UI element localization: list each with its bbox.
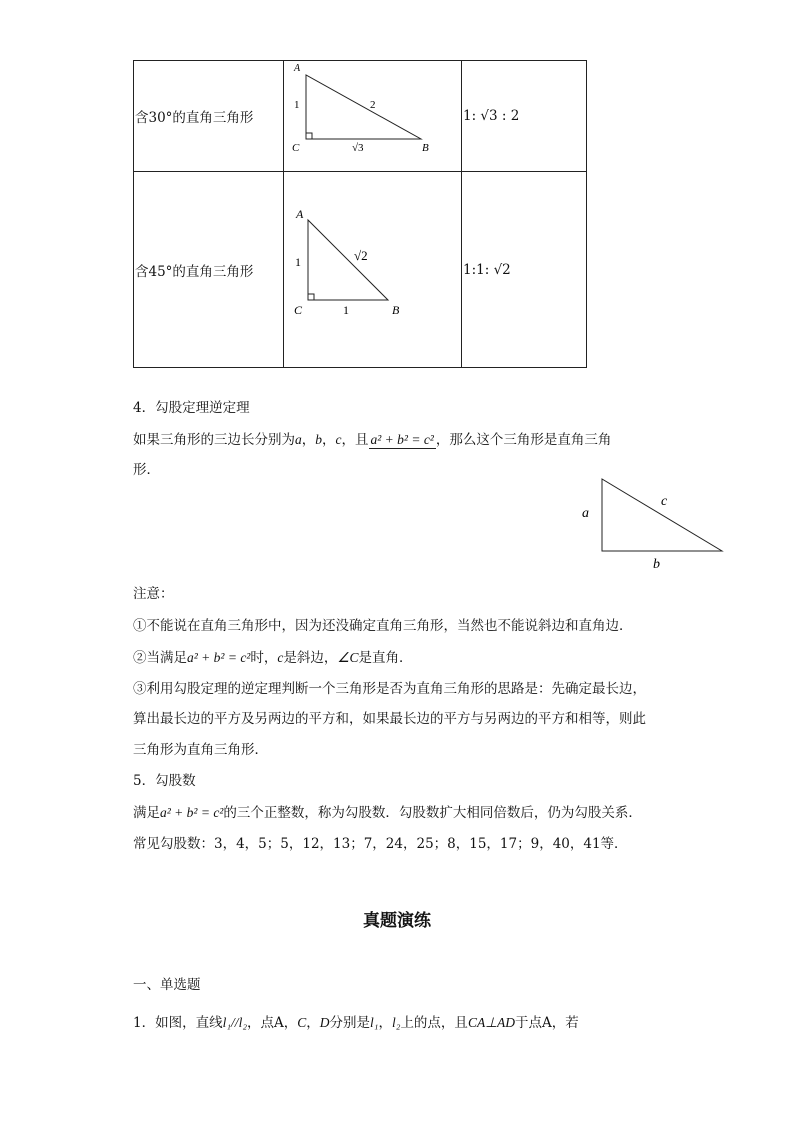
note-3-line2: 算出最长边的平方及另两边的平方和，如果最长边的平方与另两边的平方和相等，则此 <box>133 711 646 727</box>
page-heading: 真题演练 <box>363 911 431 931</box>
side-c-label: c <box>661 494 668 509</box>
separator: ， <box>306 1015 320 1031</box>
side-ab-label: √2 <box>354 248 368 263</box>
side-cb-label: √3 <box>352 142 364 154</box>
line-l2: l₂ <box>391 1015 401 1030</box>
row-label: 含45°的直角三角形 <box>135 263 254 280</box>
side-cb-label: 1 <box>343 303 349 317</box>
question-1 <box>133 1013 579 1033</box>
special-triangles-table <box>133 60 587 368</box>
var-a: a <box>295 432 302 447</box>
pythagorean-formula: a² + b² = c² <box>160 805 224 820</box>
statement-text: ，那么这个三角形是直角三角 <box>435 432 612 448</box>
var-b: b <box>315 432 322 447</box>
note-text: 时， <box>250 650 278 666</box>
section4-statement <box>133 430 611 450</box>
row-label: 含30°的直角三角形 <box>135 110 254 126</box>
vertex-a-label: A <box>296 207 304 221</box>
triangle-30-shape <box>306 75 421 139</box>
vertex-c-label: C <box>294 303 303 317</box>
notes-title: 注意： <box>133 586 174 602</box>
var-c: c <box>335 432 342 447</box>
figure-cell <box>284 61 462 172</box>
section4-title: 4．勾股定理逆定理 <box>133 400 250 416</box>
note-text: ②当满足 <box>133 650 187 666</box>
line-l1: l₁ <box>370 1015 379 1030</box>
right-angle-mark <box>308 294 314 300</box>
statement-text: ，且 <box>341 432 369 448</box>
vertex-a-label: A <box>294 63 301 74</box>
side-a-label: a <box>582 506 589 521</box>
section5-title: 5．勾股数 <box>133 773 196 789</box>
separator: ， <box>378 1015 392 1031</box>
note-text: 是直角． <box>358 650 413 666</box>
table-row <box>134 61 587 172</box>
angle-c: ∠C <box>337 650 359 665</box>
perpendicular-relation: CA⊥AD <box>467 1015 515 1030</box>
ratio-value: 1: √3 : 2 <box>463 108 520 124</box>
right-angle-mark <box>306 133 312 139</box>
side-ac-label: 1 <box>295 255 301 269</box>
separator: ， <box>301 432 316 448</box>
var-c: c <box>277 650 284 665</box>
table-row <box>134 172 587 368</box>
note-3-line1: ③利用勾股定理的逆定理判断一个三角形是否为直角三角形的思路是：先确定最长边， <box>133 681 646 697</box>
section5-text: 满足 <box>133 805 160 821</box>
section4-statement-cont: 形． <box>133 462 160 478</box>
point-d: D <box>319 1015 330 1030</box>
row-label-cell <box>134 172 284 368</box>
line-l1: l₁ <box>222 1015 232 1030</box>
question-text: 1．如图，直线 <box>133 1015 223 1031</box>
note-3-line3: 三角形为直角三角形． <box>133 742 268 758</box>
section5-line2: 常见勾股数：3，4，5；5，12，13；7，24，25；8，15，17；9，40，41等． <box>133 836 628 852</box>
note-text: 是斜边， <box>283 650 338 666</box>
ratio-cell <box>462 61 587 172</box>
ratio-cell <box>462 172 587 368</box>
triangle-shape <box>602 479 722 551</box>
figure-cell <box>284 172 462 368</box>
question-type: 一、单选题 <box>133 977 201 993</box>
parallel-symbol: // <box>231 1015 239 1030</box>
side-ab-label: 2 <box>370 99 376 111</box>
triangle-45-figure <box>284 172 461 363</box>
question-text: 于点A，若 <box>514 1015 579 1031</box>
pythagorean-formula: a² + b² = c² <box>370 432 434 447</box>
line-l2: l₂ <box>238 1015 248 1030</box>
note-2 <box>133 648 412 668</box>
separator: ， <box>322 432 336 448</box>
question-text: 分别是 <box>329 1015 371 1031</box>
vertex-c-label: C <box>292 142 300 154</box>
ratio-value: 1:1: √2 <box>463 261 511 278</box>
vertex-b-label: B <box>422 142 429 154</box>
section5-line1 <box>133 803 642 823</box>
question-text: ，点A， <box>247 1015 298 1031</box>
pythagorean-formula: a² + b² = c² <box>187 650 251 665</box>
note-1: ①不能说在直角三角形中，因为还没确定直角三角形，当然也不能说斜边和直角边． <box>133 618 633 634</box>
question-text: 上的点，且 <box>400 1015 468 1031</box>
section5-text: 的三个正整数，称为勾股数．勾股数扩大相同倍数后，仍为勾股关系． <box>223 805 642 821</box>
side-b-label: b <box>653 557 660 572</box>
row-label-cell <box>134 61 284 172</box>
triangle-30-figure <box>284 61 461 167</box>
triangle-45-shape <box>308 220 388 300</box>
statement-text: 如果三角形的三边长分别为 <box>133 432 295 448</box>
side-ac-label: 1 <box>294 99 300 111</box>
vertex-b-label: B <box>392 303 400 317</box>
right-triangle-abc-figure <box>575 475 735 575</box>
point-c: C <box>297 1015 307 1030</box>
